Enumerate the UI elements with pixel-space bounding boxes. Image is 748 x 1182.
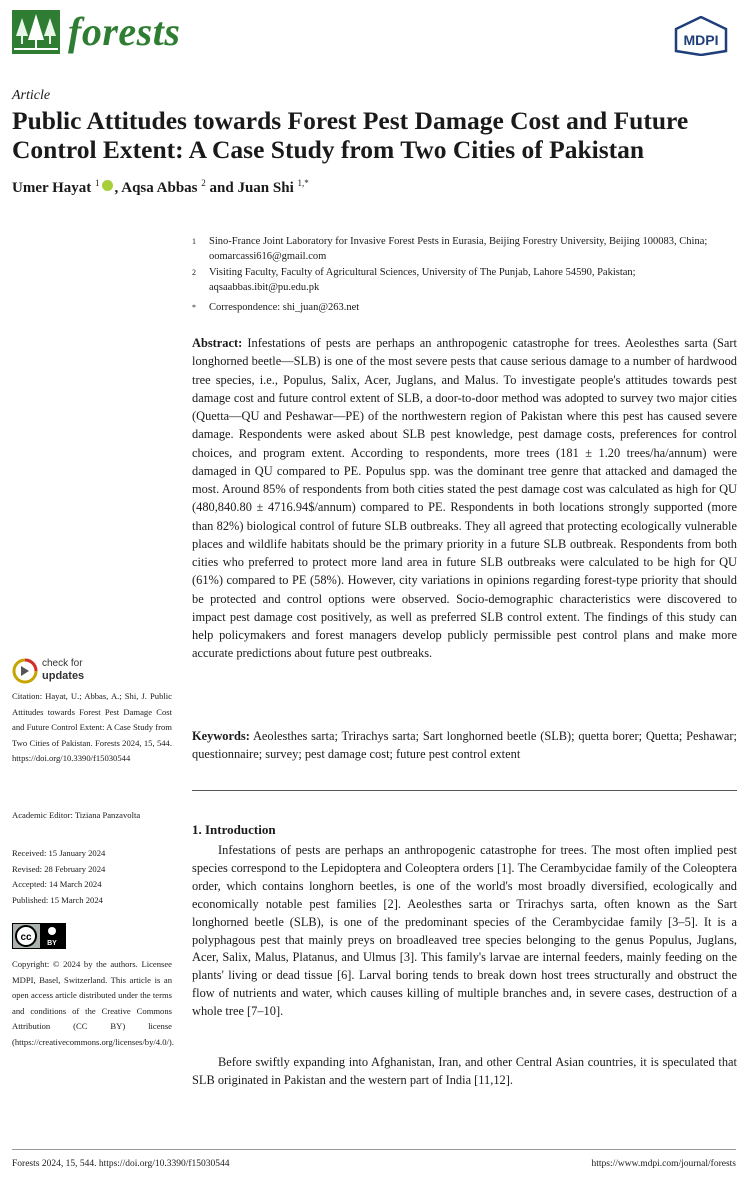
abstract: [192, 334, 737, 663]
date-accepted: Accepted: 14 March 2024: [12, 879, 102, 889]
copyright-notice: Copyright: © 2024 by the authors. Licensee MDPI, Basel, Switzerland. This article is an open access article distributed under the terms and conditions of the Creative Commons Attribution (CC BY) license (https://creativecommons.org/licenses/by/4.0/).: [12, 959, 174, 1047]
check-updates-line2: updates: [42, 670, 85, 682]
by-text: BY: [47, 940, 57, 947]
footer-rule: [12, 1149, 736, 1150]
author-sup: 1,*: [297, 178, 309, 188]
academic-editor: Academic Editor: Tiziana Panzavolta: [12, 810, 141, 820]
date-published: Published: 15 March 2024: [12, 894, 103, 905]
citation: Citation: Hayat, U.; Abbas, A.; Shi, J. Public Attitudes towards Forest Pest Damage Cost and Future Control Extent: A Case Study from Two Cities of Pakistan. Forests 2024, 15, 544. https://doi.org/10.3390/f15030544: [12, 691, 172, 763]
correspondence-text: Correspondence: shi_juan@263.net: [209, 302, 360, 313]
affiliation-text: Visiting Faculty, Faculty of Agricultural Sciences, University of The Punjab, Lahore 54590, Pakistan; aqsaabbas.ibit@pu.edu.pk: [209, 267, 636, 293]
mdpi-logo[interactable]: [672, 16, 730, 56]
orcid-icon[interactable]: [102, 180, 113, 191]
check-updates-icon: [12, 658, 38, 684]
affiliation-text: Sino-France Joint Laboratory for Invasive Forest Pests in Eurasia, Beijing Forestry University, Beijing 100083, China; oomarcassi616@gmail.com: [209, 236, 708, 262]
journal-name: forests: [68, 9, 181, 54]
abstract-text: Infestations of pests are perhaps an anthropogenic catastrophe for trees. Aeolesthes sarta (Sart longhorned beetle—SLB) is one of the most severe pests that cause serious damage to a number of hardwood tree species, i.e., Populus, Salix, Acer, Juglans, and Malus. To investigate people's attitudes towards pest damage cost and future control extent of SLB, a door-to-door method was adopted to survey two major cities (Quetta—QU and Peshawar—PE) of the northwestern region of Pakistan where this pest has caused severe damage. Respondents were asked about SLB pest knowledge, pest damage costs, preferences for control choices, and program extent. According to respondents, more trees (181 ± 1.20 trees/ha/annum) were damaged in QU compared to PE. Populus spp. was the dominant tree genre that attacked and damaged the most. Around 85% of respondents from both cities stated the pest damage cost was calculated as high for QU (480,840.80 ± 4716.94$/annum) compared to PE. Respondents in both locations strongly supported (more than 82%) biological control of future SLB outbreaks. They all agreed that protecting ecologically vulnerable places and wildlife habitats should be the primary priority in a future SLB outbreak. Respondents from both cities who preferred to protect more land area in future SLB outbreaks were calculated to be high for QU (61%) compared to PE (58%). However, city variations in opinions regarding forest-type priority that should be protected and control options were observed. Socio-demographic characteristics were discovered to impact pest damage cost positively, as well as preferred SLB control extent. The findings of this study can help policymakers and forest managers develop publicly permissible pest control plans and make more accurate predictions about future pest outbreaks.: [192, 336, 737, 661]
affiliation-number: 1: [192, 237, 196, 246]
mdpi-text: MDPI: [683, 32, 719, 48]
check-for-updates-button[interactable]: [12, 656, 132, 690]
keywords-label: Keywords:: [192, 729, 250, 743]
author-name[interactable]: Umer Hayat: [12, 180, 92, 196]
keywords-text: Aeolesthes sarta; Trirachys sarta; Sart longhorned beetle (SLB); quetta borer; Quetta; Peshawar; questionnaire; survey; pest damage cost; future pest control extent: [192, 729, 737, 762]
keywords: [192, 727, 737, 764]
date-revised: Revised: 28 February 2024: [12, 863, 106, 874]
author-sup: 1: [95, 178, 100, 188]
intro-paragraph-1: Infestations of pests are perhaps an anthropogenic catastrophe for trees. The most often implied pest species correspond to the Lepidoptera and Coleoptera orders [1]. The Cerambycidae family of the Coleoptera order, which contains longhorn beetles, is one of the world's most broadly diversified, ecologically and economically notable pest families [2]. Aeolesthes sarta or Trirachys sarta, often known as the Sart longhorned beetle (SLB), is one of the predominant species of the Cerambycidae family [3–5]. It is a polyphagous pest that mainly preys on broadleaved tree species belonging to the genus Populus, Juglans, Acer, Salix, Malus, Platanus, and Ulmus [3]. This family's larvae are internal feeders, mainly feeding on the plants' living or dead tissue [6]. Larval boring tends to break down host trees structurally and obstruct the flow of nutrients and water, which causes killing of multiple branches and, in severe cases, destruction of a whole tree [7–10].: [192, 843, 737, 1019]
section-divider: [192, 790, 737, 791]
journal-logo-tree-icon: [12, 10, 60, 54]
affiliation-number: 2: [192, 268, 196, 277]
cc-by-license-badge[interactable]: [12, 923, 66, 949]
affiliation-number: *: [192, 303, 196, 312]
author-name[interactable]: Aqsa Abbas: [121, 180, 198, 196]
abstract-label: Abstract:: [192, 336, 243, 350]
date-received: Received: 15 January 2024: [12, 848, 106, 858]
publication-dates: [12, 846, 172, 908]
footer-journal-url[interactable]: https://www.mdpi.com/journal/forests: [591, 1159, 736, 1169]
article-title: Public Attitudes towards Forest Pest Damage Cost and Future Control Extent: A Case Study from Two Cities of Pakistan: [12, 106, 689, 164]
author-sup: 2: [201, 178, 206, 188]
footer-citation[interactable]: Forests 2024, 15, 544. https://doi.org/10.3390/f15030544: [12, 1159, 230, 1169]
author-name[interactable]: Juan Shi: [237, 180, 294, 196]
correspondence: [192, 300, 712, 315]
affiliation-2: [192, 265, 712, 295]
check-updates-line1: check for: [42, 658, 83, 669]
cc-text: cc: [20, 932, 32, 943]
affiliation-1: [192, 234, 712, 264]
article-type: Article: [12, 88, 51, 103]
section-heading: 1. Introduction: [192, 822, 276, 837]
intro-paragraph-2: Before swiftly expanding into Afghanistan, Iran, and other Central Asian countries, it is speculated that SLB originated in Pakistan and the western part of India [11,12].: [192, 1055, 737, 1087]
author-list: Umer Hayat $^1$ , Aqsa Abbas $^2$ and Juan Shi $^{1,*}$: [12, 178, 309, 196]
